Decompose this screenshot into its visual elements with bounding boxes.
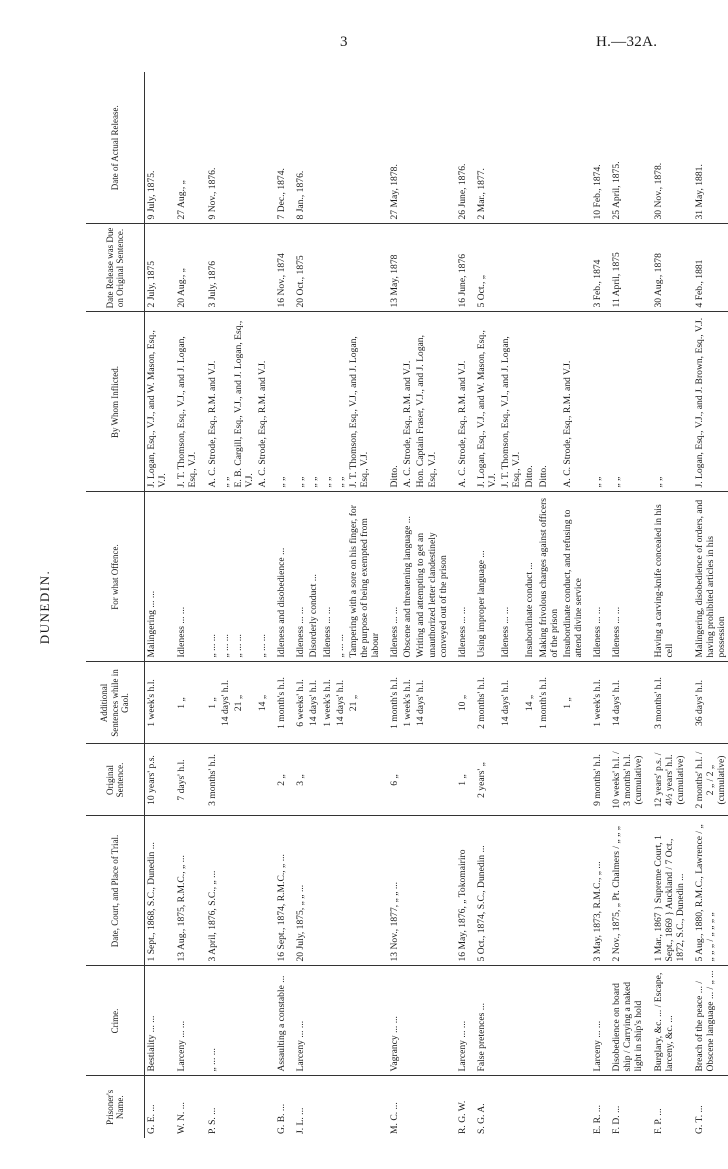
cell-crime: Larceny ... ... <box>585 966 604 1076</box>
cell-name: G. T. ... <box>693 1105 705 1134</box>
page-reference: H.—32A. <box>596 34 658 50</box>
cell-actual: 30 Nov., 1878. <box>646 72 687 224</box>
cell-name: G. E. ... <box>146 1104 157 1134</box>
cell-offence: Idleness ... ... <box>169 492 199 662</box>
cell-by: „ „ <box>604 312 645 492</box>
cell-addl: 14 days' h.l. <box>414 662 449 744</box>
cell-offence: Insubordinate conduct ... <box>523 492 536 662</box>
cell-due <box>347 224 382 312</box>
cell-name: M. C. ... <box>389 1102 401 1134</box>
cell-date: 20 July, 1875, „ „ ... <box>288 816 307 966</box>
cell-actual: 9 Nov., 1876. <box>200 72 219 224</box>
cell-by: „ „ <box>269 312 288 492</box>
cell-date: 16 May, 1876, „ Tokomairiro <box>450 816 469 966</box>
cell-by: A. C. Strode, Esq., R.M. and V.J. <box>401 312 414 492</box>
table-row <box>200 72 219 1138</box>
cell-offence: Idleness ... ... <box>585 492 604 662</box>
cell-by: Ditto. <box>523 312 536 492</box>
cell-by: „ „ <box>646 312 687 492</box>
cell-date <box>414 816 449 966</box>
cell-addl: 14 days' h.l. <box>219 662 232 744</box>
cell-offence: „ ... ... <box>256 492 269 662</box>
cell-by: Hon. Captain Fraser, V.J., and J. Logan, Esq., V.J. <box>414 312 449 492</box>
cell-by: „ „ <box>307 312 320 492</box>
cell-date <box>523 816 536 966</box>
header-crime: Crime. <box>86 966 145 1076</box>
header-due: Date Release was Due on Original Sentence. <box>86 224 145 312</box>
cell-name <box>537 1076 561 1138</box>
cell-addl: 2 months' h.l. <box>469 662 499 744</box>
cell-due: 5 Oct., „ <box>469 224 499 312</box>
cell-crime: Assaulting a constable ... <box>269 966 288 1076</box>
cell-crime <box>321 966 334 1076</box>
cell-date: 5 Aug., 1880, R.M.C., Lawrence / „ „ „ „ / „ „ „ „ <box>687 816 728 966</box>
table-row <box>269 72 288 1138</box>
table-row <box>414 72 449 1138</box>
cell-by: J. T. Thomson, Esq., V.J., and J. Logan, Esq., V.J. <box>347 312 382 492</box>
table-row <box>288 72 307 1138</box>
cell-orig <box>347 744 382 816</box>
cell-name <box>232 1076 256 1138</box>
cell-by: A. C. Strode, Esq., R.M. and V.J. <box>561 312 585 492</box>
cell-due <box>256 224 269 312</box>
page-number: 3 <box>340 34 348 50</box>
cell-orig: 12 years' p.s. / 4½ years' h.l. (cumulative) <box>646 744 687 816</box>
cell-orig <box>561 744 585 816</box>
cell-by: A. C. Strode, Esq., R.M. and V.J. <box>256 312 269 492</box>
cell-date <box>256 816 269 966</box>
cell-actual: 7 Dec., 1874. <box>269 72 288 224</box>
cell-orig: 7 days' h.l. <box>169 744 199 816</box>
cell-by: E. B. Cargill, Esq., V.J., and J. Logan, Esq., V.J. <box>232 312 256 492</box>
cell-addl: 6 weeks' h.l. <box>288 662 307 744</box>
cell-addl: 21 „ <box>232 662 256 744</box>
cell-name: F. D. ... <box>611 1105 623 1134</box>
cell-orig: 10 weeks' h.l. / 3 months' h.l. (cumulative) <box>604 744 645 816</box>
cell-actual: 27 May, 1878. <box>382 72 401 224</box>
cell-name <box>561 1076 585 1138</box>
cell-due <box>307 224 320 312</box>
cell-actual <box>307 72 320 224</box>
table-row <box>687 72 728 1138</box>
cell-orig: 2 months' h.l. / 2 „ / 2 „ (cumulative) <box>687 744 728 816</box>
table-row <box>499 72 523 1138</box>
cell-date: 13 Aug., 1875, R.M.C., „ ... <box>169 816 199 966</box>
title-wrap <box>37 569 52 645</box>
cell-date: 1 Sept., 1868, S.C., Dunedin ... <box>145 816 170 966</box>
table-row <box>219 72 232 1138</box>
cell-date <box>499 816 523 966</box>
cell-offence: Malingering ... ... <box>145 492 170 662</box>
table-row <box>256 72 269 1138</box>
cell-crime <box>499 966 523 1076</box>
table-body <box>145 72 728 1138</box>
cell-addl: 1 „ <box>169 662 199 744</box>
cell-offence: „ ... ... <box>232 492 256 662</box>
cell-actual <box>321 72 334 224</box>
cell-by: „ „ <box>321 312 334 492</box>
cell-actual: 10 Feb., 1874. <box>585 72 604 224</box>
cell-addl: 1 week's h.l. <box>321 662 334 744</box>
cell-name: R. G. W. <box>456 1100 468 1134</box>
cell-by: J. T. Thomson, Esq., V.J., and J. Logan, Esq., V.J. <box>169 312 199 492</box>
cell-crime <box>347 966 382 1076</box>
cell-orig <box>401 744 414 816</box>
cell-due: 11 April, 1875 <box>604 224 645 312</box>
cell-due <box>401 224 414 312</box>
cell-actual: 25 April, 1875. <box>604 72 645 224</box>
cell-actual: 2 Mar., 1877. <box>469 72 499 224</box>
cell-name <box>499 1076 523 1138</box>
cell-date <box>321 816 334 966</box>
header-actual: Date of Actual Release. <box>86 72 145 224</box>
prisoners-table <box>86 72 728 1138</box>
cell-crime: Larceny ... ... <box>288 966 307 1076</box>
cell-addl: 10 „ <box>450 662 469 744</box>
cell-date <box>219 816 232 966</box>
cell-date: 13 Nov., 1877, „ „ ... <box>382 816 401 966</box>
cell-orig: 6 „ <box>382 744 401 816</box>
cell-offence: Idleness ... ... <box>499 492 523 662</box>
cell-actual: 31 May, 1881. <box>687 72 728 224</box>
cell-orig <box>232 744 256 816</box>
table-row <box>382 72 401 1138</box>
cell-offence: „ ... ... <box>219 492 232 662</box>
cell-name: S. G. A. <box>475 1103 487 1134</box>
cell-by: J. Logan, Esq., V.J., and W. Mason, Esq., V.J. <box>469 312 499 492</box>
cell-name: F. P. ... <box>652 1108 664 1134</box>
cell-actual: 9 July, 1875. <box>145 72 170 224</box>
cell-by: J. Logan, Esq., V.J., and W. Mason, Esq., V.J. <box>145 312 170 492</box>
rotated-table-wrapper <box>86 72 728 1138</box>
cell-due <box>321 224 334 312</box>
cell-due <box>219 224 232 312</box>
cell-offence: Disorderly conduct ... <box>307 492 320 662</box>
cell-date: 1 Mar., 1867 } Supreme Court, 1 Sept., 1869 } Auckland / 7 Oct., 1872, S.C., Dunedin ... <box>646 816 687 966</box>
cell-due <box>523 224 536 312</box>
cell-orig: 3 months' h.l. <box>200 744 219 816</box>
cell-offence: Idleness ... ... <box>604 492 645 662</box>
cell-due: 2 July, 1875 <box>145 224 170 312</box>
cell-addl: 1 „ <box>561 662 585 744</box>
header-by-whom: By Whom Inflicted. <box>86 312 145 492</box>
cell-date: 2 Nov., 1875, „ Pt. Chalmers / „ „ „ <box>604 816 645 966</box>
cell-name <box>347 1076 382 1138</box>
cell-addl: 1 month's h.l. <box>537 662 561 744</box>
cell-offence: Using improper language ... <box>469 492 499 662</box>
cell-name: G. B. ... <box>276 1103 288 1134</box>
header-offence: For what Offence. <box>86 492 145 662</box>
cell-crime <box>414 966 449 1076</box>
cell-actual: 8 Jan., 1876. <box>288 72 307 224</box>
cell-actual <box>499 72 523 224</box>
cell-actual <box>256 72 269 224</box>
cell-orig <box>334 744 347 816</box>
cell-by: J. T. Thomson, Esq., V.J., and J. Logan, Esq., V.J. <box>499 312 523 492</box>
cell-crime: Burglary, &c. ... / Escape, larceny, &c. ... <box>646 966 687 1076</box>
cell-date: 3 May, 1873, R.M.C., „ ... <box>585 816 604 966</box>
cell-name <box>219 1076 232 1138</box>
cell-date <box>334 816 347 966</box>
cell-addl: 21 „ <box>347 662 382 744</box>
cell-orig: 2 „ <box>269 744 288 816</box>
cell-crime: Larceny ... ... <box>450 966 469 1076</box>
cell-by: A. C. Strode, Esq., R.M. and V.J. <box>450 312 469 492</box>
cell-due <box>334 224 347 312</box>
cell-name <box>321 1076 334 1138</box>
table-row <box>307 72 320 1138</box>
cell-due <box>537 224 561 312</box>
cell-orig <box>523 744 536 816</box>
cell-actual <box>334 72 347 224</box>
cell-crime: Breach of the peace ... / Obscene language ... / „ ... <box>687 966 728 1076</box>
cell-addl: 36 days' h.l. <box>687 662 728 744</box>
cell-orig: 10 years' p.s. <box>145 744 170 816</box>
cell-actual: 27 Aug., „ <box>169 72 199 224</box>
cell-addl: 1 week's h.l. <box>401 662 414 744</box>
cell-actual <box>232 72 256 224</box>
cell-addl: 3 months' h.l. <box>646 662 687 744</box>
cell-name: J. L. ... <box>295 1107 307 1134</box>
page-title: DUNEDIN. <box>37 569 52 645</box>
cell-crime <box>232 966 256 1076</box>
cell-orig <box>414 744 449 816</box>
cell-due: 16 Nov., 1874 <box>269 224 288 312</box>
cell-due: 16 June, 1876 <box>450 224 469 312</box>
cell-actual <box>414 72 449 224</box>
table-row <box>232 72 256 1138</box>
cell-date: 3 April, 1876, S.C., „ ... <box>200 816 219 966</box>
cell-offence: Writing and attempting to get an unauthorized letter clandestinely conveyed out of the prison <box>414 492 449 662</box>
cell-offence: Idleness and disobedience ... <box>269 492 288 662</box>
cell-orig <box>537 744 561 816</box>
cell-crime <box>334 966 347 1076</box>
cell-date <box>307 816 320 966</box>
cell-crime <box>523 966 536 1076</box>
table-row <box>450 72 469 1138</box>
cell-name: P. S. ... <box>206 1107 218 1134</box>
cell-orig: 2 years' „ <box>469 744 499 816</box>
cell-due: 30 Aug., 1878 <box>646 224 687 312</box>
cell-orig <box>321 744 334 816</box>
cell-crime <box>307 966 320 1076</box>
cell-addl: 1 „ <box>200 662 219 744</box>
cell-due: 4 Feb., 1881 <box>687 224 728 312</box>
cell-offence: Idleness ... ... <box>288 492 307 662</box>
cell-offence: „ ... ... <box>334 492 347 662</box>
cell-by: „ „ <box>334 312 347 492</box>
cell-offence: Malingering, disobedience of orders, and having prohibited articles in his possession <box>687 492 728 662</box>
cell-offence: Idleness ... ... <box>450 492 469 662</box>
cell-actual <box>523 72 536 224</box>
cell-by: Ditto. <box>382 312 401 492</box>
cell-crime <box>401 966 414 1076</box>
cell-crime <box>537 966 561 1076</box>
cell-offence: Insubordinate conduct, and refusing to attend divine service <box>561 492 585 662</box>
cell-by: „ „ <box>288 312 307 492</box>
cell-addl: 1 month's h.l. <box>269 662 288 744</box>
cell-crime: Vagrancy ... ... <box>382 966 401 1076</box>
table-row <box>347 72 382 1138</box>
table-row <box>561 72 585 1138</box>
cell-actual <box>401 72 414 224</box>
header-original: Original Sentence. <box>86 744 145 816</box>
cell-addl: 14 days' h.l. <box>604 662 645 744</box>
cell-by: J. Logan, Esq., V.J., and J. Brown, Esq., V.J. <box>687 312 728 492</box>
cell-by: „ „ <box>585 312 604 492</box>
cell-name <box>523 1076 536 1138</box>
header-row <box>86 72 145 1138</box>
cell-due: 13 May, 1878 <box>382 224 401 312</box>
table-row <box>145 72 170 1138</box>
cell-due <box>499 224 523 312</box>
cell-date <box>347 816 382 966</box>
cell-offence: Obscene and threatening language ... <box>401 492 414 662</box>
cell-offence: Making frivolous charges against officers of the prison <box>537 492 561 662</box>
table-row <box>537 72 561 1138</box>
cell-crime: False pretences ... <box>469 966 499 1076</box>
cell-due <box>414 224 449 312</box>
cell-name <box>401 1076 414 1138</box>
cell-date <box>232 816 256 966</box>
cell-addl: 1 week's h.l. <box>145 662 170 744</box>
cell-due: 20 Oct., 1875 <box>288 224 307 312</box>
cell-name: W. N. ... <box>176 1102 188 1134</box>
cell-actual: 26 June, 1876. <box>450 72 469 224</box>
cell-crime <box>561 966 585 1076</box>
cell-orig <box>499 744 523 816</box>
cell-offence: Having a carving-knife concealed in his cell <box>646 492 687 662</box>
table-row <box>334 72 347 1138</box>
cell-due: 3 Feb., 1874 <box>585 224 604 312</box>
cell-date: 16 Sept., 1874, R.M.C., „ ... <box>269 816 288 966</box>
cell-by: Ditto. <box>537 312 561 492</box>
cell-date: 5 Oct., 1874, S.C., Dunedin ... <box>469 816 499 966</box>
cell-crime <box>256 966 269 1076</box>
cell-date <box>537 816 561 966</box>
cell-orig: 1 „ <box>450 744 469 816</box>
cell-orig: 9 months' h.l. <box>585 744 604 816</box>
table-row <box>646 72 687 1138</box>
cell-addl: 1 month's h.l. <box>382 662 401 744</box>
cell-crime: Bestiality ... ... <box>145 966 170 1076</box>
cell-date <box>561 816 585 966</box>
cell-crime: „ ... ... <box>200 966 219 1076</box>
cell-actual <box>219 72 232 224</box>
cell-actual <box>561 72 585 224</box>
cell-crime <box>219 966 232 1076</box>
cell-addl: 14 „ <box>523 662 536 744</box>
cell-offence: Idleness ... ... <box>382 492 401 662</box>
table-row <box>469 72 499 1138</box>
cell-addl: 14 „ <box>256 662 269 744</box>
cell-offence: Tampering with a sore on his finger, for the purpose of being exempted from labour <box>347 492 382 662</box>
cell-orig: 3 „ <box>288 744 307 816</box>
cell-orig <box>256 744 269 816</box>
cell-due <box>561 224 585 312</box>
cell-by: „ „ <box>219 312 232 492</box>
cell-orig <box>307 744 320 816</box>
table-row <box>585 72 604 1138</box>
header-name: Prisoner's Name. <box>86 1076 145 1138</box>
cell-name <box>334 1076 347 1138</box>
cell-addl: 1 week's h.l. <box>585 662 604 744</box>
cell-due: 3 July, 1876 <box>200 224 219 312</box>
table-row <box>321 72 334 1138</box>
cell-orig <box>219 744 232 816</box>
cell-date <box>401 816 414 966</box>
cell-offence: „ ... ... <box>200 492 219 662</box>
table-row <box>604 72 645 1138</box>
table-row <box>523 72 536 1138</box>
cell-addl: 14 days' h.l. <box>499 662 523 744</box>
cell-name <box>256 1076 269 1138</box>
cell-by: A. C. Strode, Esq., R.M. and V.J. <box>200 312 219 492</box>
cell-due <box>232 224 256 312</box>
cell-actual <box>347 72 382 224</box>
header-additional: Additional Sentences while in Gaol. <box>86 662 145 744</box>
table-row <box>401 72 414 1138</box>
header-date: Date, Court, and Place of Trial. <box>86 816 145 966</box>
cell-addl: 14 days' h.l. <box>307 662 320 744</box>
cell-crime: Disobedience on board ship / Carrying a naked light in ship's hold <box>604 966 645 1076</box>
cell-name <box>414 1076 449 1138</box>
cell-actual <box>537 72 561 224</box>
cell-addl: 14 days' h.l. <box>334 662 347 744</box>
cell-name: E. R. ... <box>592 1104 603 1134</box>
cell-offence: Idleness ... ... <box>321 492 334 662</box>
table-row <box>169 72 199 1138</box>
cell-crime: Larceny ... ... <box>169 966 199 1076</box>
cell-name <box>307 1076 320 1138</box>
cell-due: 20 Aug., „ <box>169 224 199 312</box>
